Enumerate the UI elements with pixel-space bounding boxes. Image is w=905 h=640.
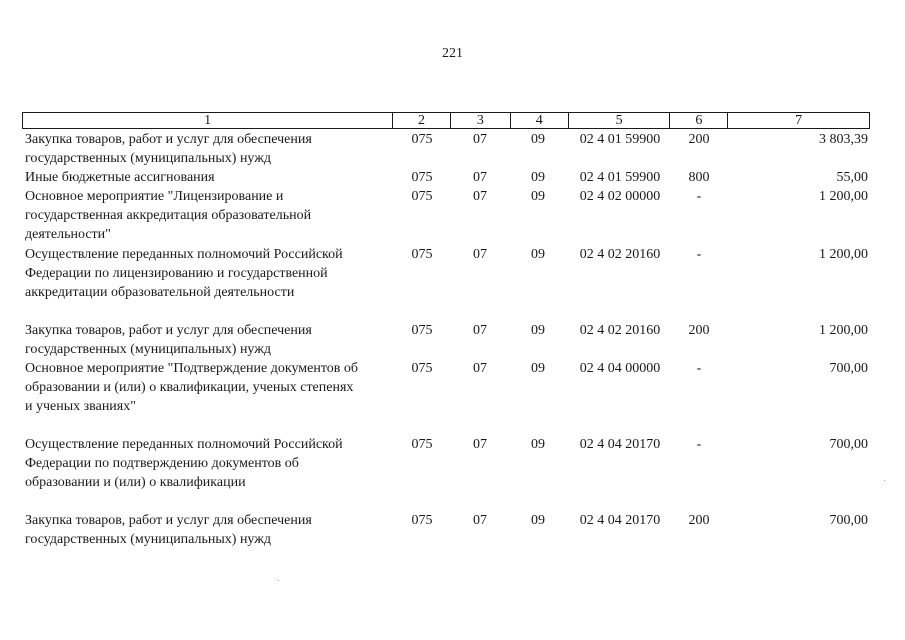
row-target-item: 02 4 02 00000 — [579, 189, 661, 204]
row-section: 07 — [473, 132, 487, 147]
row-amount: 1 200,00 — [819, 189, 868, 204]
row-subsection: 09 — [531, 323, 545, 338]
header-cell-1: 1 — [204, 113, 212, 128]
header-cell-6: 6 — [669, 113, 727, 128]
row-name-line: Федерации по лицензированию и государственной — [25, 266, 328, 281]
row-name-line: образовании и (или) о квалификации — [25, 475, 246, 490]
row-subsection: 09 — [531, 437, 545, 452]
row-admin-code: 075 — [411, 437, 433, 452]
row-amount: 1 200,00 — [819, 323, 868, 338]
row-expense-type: 200 — [688, 323, 710, 338]
row-name-line: аккредитации образовательной деятельности — [25, 285, 295, 300]
row-name-line: Закупка товаров, работ и услуг для обеспечения — [25, 132, 312, 147]
row-section: 07 — [473, 247, 487, 262]
row-section: 07 — [473, 170, 487, 185]
row-name-line: деятельности" — [25, 227, 111, 242]
row-target-item: 02 4 04 20170 — [579, 513, 661, 528]
header-cell-7: 7 — [727, 113, 869, 128]
row-expense-type: - — [696, 247, 702, 262]
row-admin-code: 075 — [411, 361, 433, 376]
row-admin-code: 075 — [411, 247, 433, 262]
row-name-line: Закупка товаров, работ и услуг для обеспечения — [25, 323, 312, 338]
row-subsection: 09 — [531, 247, 545, 262]
row-name-line: Осуществление переданных полномочий Российской — [25, 437, 343, 452]
row-amount: 700,00 — [829, 437, 868, 452]
row-name — [25, 245, 395, 302]
row-section: 07 — [473, 513, 487, 528]
row-expense-type: 800 — [688, 170, 710, 185]
row-amount: 700,00 — [829, 513, 868, 528]
row-target-item: 02 4 04 00000 — [579, 361, 661, 376]
scan-speck — [884, 480, 885, 481]
row-expense-type: - — [696, 361, 702, 376]
scan-speck — [278, 580, 279, 581]
row-name — [25, 130, 395, 168]
row-expense-type: 200 — [688, 513, 710, 528]
row-name — [25, 511, 395, 549]
row-name-line: государственных (муниципальных) нужд — [25, 532, 272, 547]
row-name-line: и ученых званиях" — [25, 399, 136, 414]
row-name-line: Иные бюджетные ассигнования — [25, 170, 215, 185]
row-subsection: 09 — [531, 132, 545, 147]
row-section: 07 — [473, 189, 487, 204]
row-name-line: государственных (муниципальных) нужд — [25, 151, 272, 166]
row-amount: 3 803,39 — [819, 132, 868, 147]
header-cell-3: 3 — [450, 113, 510, 128]
page-number: 221 — [442, 46, 463, 61]
row-expense-type: - — [696, 437, 702, 452]
row-target-item: 02 4 01 59900 — [579, 170, 661, 185]
row-target-item: 02 4 02 20160 — [579, 247, 661, 262]
row-name — [25, 359, 395, 416]
row-name-line: государственная аккредитация образовательной — [25, 208, 312, 223]
row-name-line: Федерации по подтверждению документов об — [25, 456, 299, 471]
budget-table — [22, 112, 870, 547]
header-cell-2: 2 — [392, 113, 450, 128]
row-admin-code: 075 — [411, 323, 433, 338]
header-cell-5: 5 — [568, 113, 670, 128]
row-subsection: 09 — [531, 513, 545, 528]
row-name — [25, 321, 395, 359]
row-section: 07 — [473, 361, 487, 376]
row-expense-type: 200 — [688, 132, 710, 147]
row-target-item: 02 4 04 20170 — [579, 437, 661, 452]
row-admin-code: 075 — [411, 189, 433, 204]
row-amount: 700,00 — [829, 361, 868, 376]
row-section: 07 — [473, 437, 487, 452]
row-subsection: 09 — [531, 189, 545, 204]
row-target-item: 02 4 01 59900 — [579, 132, 661, 147]
row-name-line: государственных (муниципальных) нужд — [25, 342, 272, 357]
table-header-row — [22, 112, 870, 129]
row-name-line: образовании и (или) о квалификации, ученых степенях — [25, 380, 354, 395]
row-subsection: 09 — [531, 361, 545, 376]
row-name-line: Основное мероприятие "Лицензирование и — [25, 189, 284, 204]
row-amount: 55,00 — [836, 170, 868, 185]
row-admin-code: 075 — [411, 170, 433, 185]
row-expense-type: - — [696, 189, 702, 204]
row-name — [25, 435, 395, 492]
row-name-line: Закупка товаров, работ и услуг для обеспечения — [25, 513, 312, 528]
row-admin-code: 075 — [411, 132, 433, 147]
row-name — [25, 187, 395, 244]
row-name-line: Основное мероприятие "Подтверждение документов об — [25, 361, 359, 376]
row-section: 07 — [473, 323, 487, 338]
row-subsection: 09 — [531, 170, 545, 185]
row-amount: 1 200,00 — [819, 247, 868, 262]
header-cell-4: 4 — [510, 113, 568, 128]
row-name-line: Осуществление переданных полномочий Российской — [25, 247, 343, 262]
row-admin-code: 075 — [411, 513, 433, 528]
row-target-item: 02 4 02 20160 — [579, 323, 661, 338]
row-name — [25, 168, 395, 187]
